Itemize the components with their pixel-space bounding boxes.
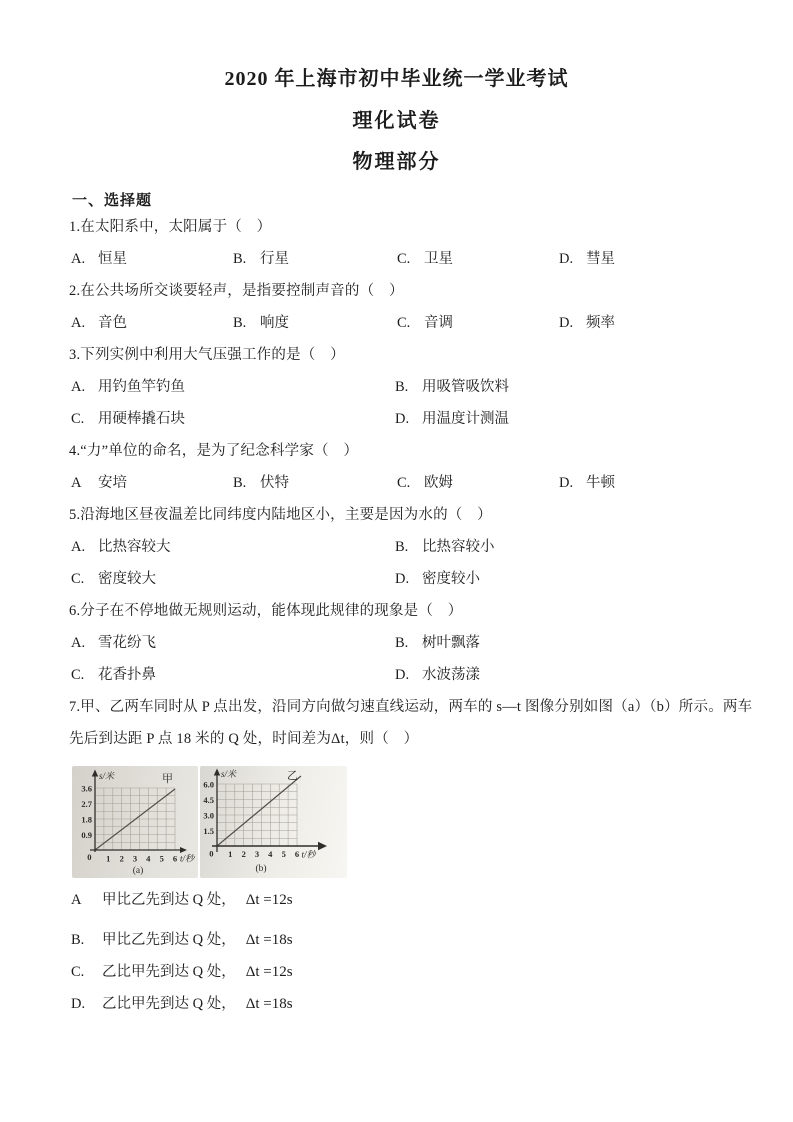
- question-3-option-d: [395, 403, 509, 435]
- question-5-options-row-2: [69, 563, 737, 595]
- option-formula: Δt =12s: [245, 964, 293, 980]
- y-tick: 4.5: [203, 795, 214, 805]
- y-axis-arrow-icon: [92, 770, 98, 777]
- option-label: C.: [397, 315, 411, 331]
- question-5-stem: 5.沿海地区昼夜温差比同纬度内陆地区小，主要是因为水的（ ）: [69, 507, 492, 523]
- curve-label: 乙: [287, 770, 298, 782]
- paper-subtitle: 理化试卷: [352, 110, 441, 132]
- graph-a-svg: [72, 766, 198, 878]
- question-1-option-c: [397, 243, 559, 275]
- x-tick: 5: [281, 849, 286, 859]
- question-2-option-c: [397, 307, 559, 339]
- question-7-option-b: [69, 924, 737, 956]
- x-axis-arrow-icon: [318, 842, 327, 850]
- y-axis-label: s/米: [99, 771, 115, 781]
- option-label: C.: [71, 411, 85, 427]
- question-1-options: [69, 243, 737, 275]
- question-4-stem: 4.“力”单位的命名，是为了纪念科学家（ ）: [69, 443, 359, 459]
- question-4-option-c: [397, 467, 559, 499]
- question-5-option-b: [395, 531, 495, 563]
- x-tick: 1: [228, 849, 233, 859]
- option-label: C.: [71, 964, 85, 980]
- data-line: [95, 789, 175, 850]
- x-axis-label: t/秒: [301, 849, 316, 860]
- question-4-options: [69, 467, 737, 499]
- x-tick: 2: [119, 853, 124, 864]
- option-label: C.: [71, 667, 85, 683]
- question-7-option-a: [69, 884, 737, 916]
- option-text: 比热容较大: [98, 539, 171, 555]
- option-label: D.: [395, 571, 410, 587]
- option-label: A.: [71, 635, 86, 651]
- option-label: A.: [71, 315, 86, 331]
- option-text: 花香扑鼻: [98, 667, 156, 683]
- option-label: B.: [395, 539, 409, 555]
- option-label: A.: [71, 379, 86, 395]
- option-text: 恒星: [98, 251, 127, 267]
- question-3-option-b: [395, 371, 509, 403]
- option-text: 比热容较小: [422, 539, 495, 555]
- section-heading: 一、选择题: [72, 193, 153, 209]
- question-6-option-a: [71, 627, 395, 659]
- question-7-stem-line-1: 7.甲、乙两车同时从 P 点出发，沿同方向做匀速直线运动，两车的 s—t 图像分别如图（a）（b）所示。两车: [69, 699, 753, 715]
- option-text: 行星: [260, 251, 289, 267]
- x-axis-arrow-icon: [180, 847, 187, 853]
- x-tick: 4: [268, 849, 273, 859]
- x-tick: 5: [159, 853, 164, 864]
- option-text: 用钓鱼竿钓鱼: [98, 379, 185, 395]
- graph-b: [200, 766, 347, 878]
- question-5-option-c: [71, 563, 395, 595]
- question-4-option-b: [233, 467, 397, 499]
- x-tick: 3: [254, 849, 260, 859]
- question-3-options-row-1: [69, 371, 737, 403]
- option-text: 用吸管吸饮料: [422, 379, 509, 395]
- exam-header: [0, 0, 793, 174]
- question-7-option-c: [69, 956, 737, 988]
- x-tick: 6: [294, 849, 300, 859]
- option-text: 乙比甲先到达 Q 处，: [102, 996, 236, 1012]
- question-4-option-d: [559, 467, 615, 499]
- question-6-option-b: [395, 627, 480, 659]
- question-6-options-row-1: [69, 627, 737, 659]
- option-text: 音色: [98, 315, 127, 331]
- question-6-stem: 6.分子在不停地做无规则运动，能体现此规律的现象是（ ）: [69, 603, 463, 619]
- question-5-option-d: [395, 563, 480, 595]
- option-label: D.: [71, 996, 86, 1012]
- option-text: 响度: [260, 315, 289, 331]
- option-label: D.: [395, 667, 410, 683]
- option-formula: Δt =18s: [245, 932, 293, 948]
- option-formula: Δt =12s: [245, 892, 293, 908]
- y-axis-label: s/米: [221, 769, 237, 779]
- option-label: D.: [395, 411, 410, 427]
- page-title: 2020 年上海市初中毕业统一学业考试: [224, 68, 569, 90]
- question-1-option-d: [559, 243, 615, 275]
- y-tick: 1.8: [81, 814, 92, 825]
- option-label: D.: [559, 475, 574, 491]
- option-label: A: [71, 475, 82, 491]
- option-label: B.: [395, 379, 409, 395]
- option-label: B.: [233, 251, 247, 267]
- y-tick: 3.6: [81, 783, 92, 794]
- origin-label: 0: [87, 852, 92, 862]
- question-4-option-a: [71, 467, 233, 499]
- y-tick: 1.5: [203, 826, 214, 836]
- question-1-option-a: [71, 243, 233, 275]
- question-6-option-c: [71, 659, 395, 691]
- option-label: C.: [397, 475, 411, 491]
- option-label: B.: [71, 932, 85, 948]
- question-7-option-d: [69, 988, 737, 1020]
- y-axis-arrow-icon: [214, 769, 220, 776]
- x-axis-label: t/秒: [180, 853, 195, 864]
- graph-a: [72, 766, 198, 878]
- option-label: C.: [397, 251, 411, 267]
- option-text: 欧姆: [424, 475, 453, 491]
- question-3-stem: 3.下列实例中利用大气压强工作的是（ ）: [69, 347, 345, 363]
- question-2-option-d: [559, 307, 615, 339]
- option-text: 甲比乙先到达 Q 处，: [102, 892, 236, 908]
- option-text: 水波荡漾: [422, 667, 480, 683]
- y-tick: 3.0: [203, 810, 214, 821]
- graph-caption: (a): [132, 866, 144, 876]
- question-5-options-row-1: [69, 531, 737, 563]
- option-formula: Δt =18s: [245, 996, 293, 1012]
- x-tick: 3: [132, 853, 138, 864]
- option-label: B.: [233, 315, 247, 331]
- question-2-options: [69, 307, 737, 339]
- option-text: 频率: [586, 315, 615, 331]
- question-3-option-c: [71, 403, 395, 435]
- option-label: D.: [559, 315, 574, 331]
- data-line: [217, 776, 301, 846]
- question-1-stem: 1.在太阳系中，太阳属于（ ）: [69, 219, 272, 235]
- option-text: 卫星: [424, 251, 453, 267]
- option-label: A.: [71, 251, 86, 267]
- option-text: 用硬棒撬石块: [98, 411, 185, 427]
- option-label: D.: [559, 251, 574, 267]
- graph-caption: (b): [255, 864, 267, 874]
- y-tick: 2.7: [81, 799, 92, 809]
- x-tick: 1: [106, 853, 111, 864]
- x-tick: 2: [241, 849, 246, 859]
- question-3-option-a: [71, 371, 395, 403]
- option-text: 安培: [98, 475, 127, 491]
- question-6-option-d: [395, 659, 480, 691]
- option-text: 用温度计测温: [422, 411, 509, 427]
- option-text: 树叶飘落: [422, 635, 480, 651]
- option-label: A.: [71, 539, 86, 555]
- option-label: B.: [233, 475, 247, 491]
- graph-b-svg: [200, 766, 347, 878]
- option-text: 牛顿: [586, 475, 615, 491]
- question-7-stem-line-2: 先后到达距 P 点 18 米的 Q 处，时间差为Δt，则（ ）: [69, 731, 419, 747]
- option-label: C.: [71, 571, 85, 587]
- origin-label: 0: [209, 848, 214, 859]
- option-label: A: [71, 892, 82, 908]
- option-text: 甲比乙先到达 Q 处，: [102, 932, 236, 948]
- question-2-option-b: [233, 307, 397, 339]
- x-tick: 4: [146, 853, 151, 864]
- option-label: B.: [395, 635, 409, 651]
- option-text: 彗星: [586, 251, 615, 267]
- y-tick: 6.0: [203, 779, 214, 790]
- part-subtitle: 物理部分: [352, 151, 441, 173]
- option-text: 音调: [424, 315, 453, 331]
- y-tick: 0.9: [81, 830, 92, 840]
- x-tick: 6: [172, 853, 178, 864]
- option-text: 密度较大: [98, 571, 156, 587]
- curve-label: 甲: [162, 773, 173, 785]
- question-2-stem: 2.在公共场所交谈要轻声，是指要控制声音的（ ）: [69, 283, 404, 299]
- option-text: 伏特: [260, 475, 289, 491]
- question-3-options-row-2: [69, 403, 737, 435]
- option-text: 乙比甲先到达 Q 处，: [102, 964, 236, 980]
- question-5-option-a: [71, 531, 395, 563]
- option-text: 雪花纷飞: [98, 635, 156, 651]
- question-2-option-a: [71, 307, 233, 339]
- option-text: 密度较小: [422, 571, 480, 587]
- figure-speed-time-graphs: [69, 766, 737, 878]
- question-6-options-row-2: [69, 659, 737, 691]
- exam-body: [0, 191, 793, 1020]
- question-1-option-b: [233, 243, 397, 275]
